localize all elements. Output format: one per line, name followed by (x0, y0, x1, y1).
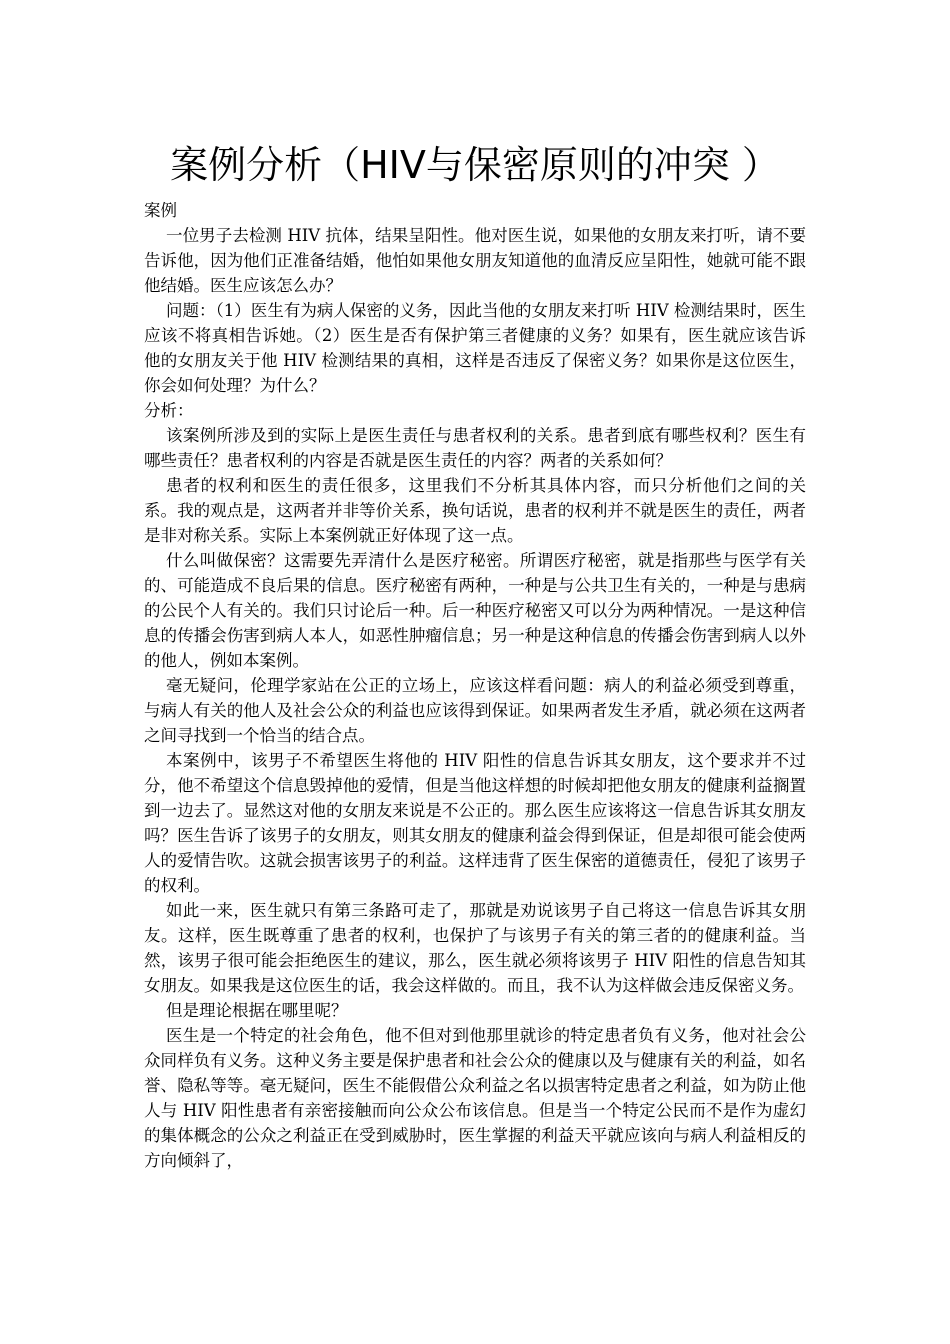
paragraph-ethics-view: 毫无疑问，伦理学家站在公正的立场上，应该这样看问题：病人的利益必须受到尊重，与病人有关的他人及社会公众的利益也应该得到保证。如果两者发生矛盾，就必须在这两者之间寻找到一个恰当的结合点。 (144, 676, 806, 745)
paragraph-doctor-role: 医生是一个特定的社会角色，他不但对到他那里就诊的特定患者负有义务，他对社会公众同样负有义务。这种义务主要是保护患者和社会公众的健康以及与健康有关的利益，如名誉、隐私等等。毫无疑问，医生不能假借公众利益之名以损害特定患者之利益，如为防止他人与 HIV 阳性患者有亲密接触而向公众公布该信息。但是当一个特定公民而不是作为虚幻的集体概念的公众之利益正在受到威胁时，医生掌握的利益天平就应该向与病人利益相反的方向倾斜了， (144, 1026, 806, 1170)
section-label-case: 案例 (144, 201, 177, 220)
paragraph-confidentiality: 什么叫做保密？这需要先弄清什么是医疗秘密。所谓医疗秘密，就是指那些与医学有关的、可能造成不良后果的信息。医疗秘密有两种，一种是与公共卫生有关的，一种是与患病的公民个人有关的。我们只讨论后一种。后一种医疗秘密又可以分为两种情况。一是这种信息的传播会伤害到病人本人，如恶性肿瘤信息；另一种是这种信息的传播会伤害到病人以外的他人，例如本案例。 (144, 551, 806, 670)
paragraph-theory-question: 但是理论根据在哪里呢？ (166, 1001, 348, 1020)
document-body (144, 198, 806, 1173)
paragraph-rights-duties: 患者的权利和医生的责任很多，这里我们不分析其具体内容，而只分析他们之间的关系。我的观点是，这两者并非等价关系，换句话说，患者的权利并不就是医生的责任，两者是非对称关系。实际上本案例就正好体现了这一点。 (144, 476, 806, 545)
paragraph-analysis-intro: 该案例所涉及到的实际上是医生责任与患者权利的关系。患者到底有哪些权利？医生有哪些责任？患者权利的内容是否就是医生责任的内容？两者的关系如何？ (144, 426, 806, 470)
document-title: 案例分析（HIV与保密原则的冲突 ） (170, 143, 780, 187)
section-label-analysis: 分析： (144, 401, 194, 420)
paragraph-questions: 问题：（1）医生有为病人保密的义务，因此当他的女朋友来打听 HIV 检测结果时，医生应该不将真相告诉她。（2）医生是否有保护第三者健康的义务？如果有，医生就应该告诉他的女朋友关于他 HIV 检测结果的真相，这样是否违反了保密义务？如果你是这位医生，你会如何处理？为什么？ (144, 301, 806, 395)
paragraph-case-discussion: 本案例中，该男子不希望医生将他的 HIV 阳性的信息告诉其女朋友，这个要求并不过分，他不希望这个信息毁掉他的爱情，但是当他这样想的时候却把他女朋友的健康利益搁置到一边去了。显然这对他的女朋友来说是不公正的。那么医生应该将这一信息告诉其女朋友吗？医生告诉了该男子的女朋友，则其女朋友的健康利益会得到保证，但是却很可能会使两人的爱情告吹。这就会损害该男子的利益。这样违背了医生保密的道德责任，侵犯了该男子的权利。 (144, 751, 806, 895)
paragraph-case-description: 一位男子去检测 HIV 抗体，结果呈阳性。他对医生说，如果他的女朋友来打听，请不要告诉他，因为他们正准备结婚，他怕如果他女朋友知道他的血清反应呈阳性，她就可能不跟他结婚。医生应该怎么办？ (144, 226, 806, 295)
paragraph-third-way: 如此一来，医生就只有第三条路可走了，那就是劝说该男子自己将这一信息告诉其女朋友。这样，医生既尊重了患者的权利，也保护了与该男子有关的第三者的的健康利益。当然，该男子很可能会拒绝医生的建议，那么，医生就必须将该男子 HIV 阳性的信息告知其女朋友。如果我是这位医生的话，我会这样做的。而且，我不认为这样做会违反保密义务。 (144, 901, 806, 995)
